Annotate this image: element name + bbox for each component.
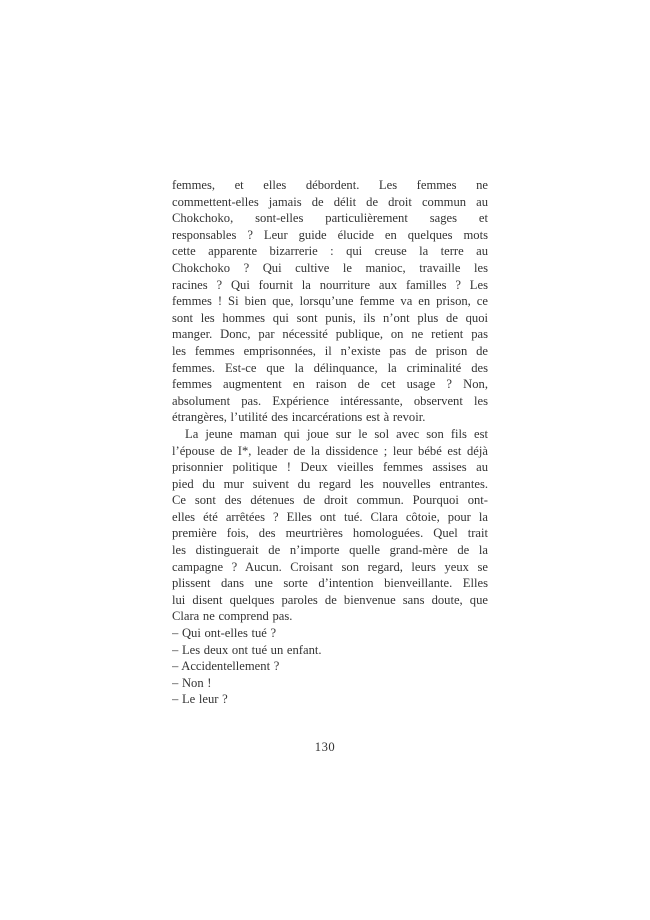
text-line: elles été arrêtées ? Elles ont tué. Clara côtoie, pour la [172, 509, 488, 524]
text-line: première fois, des meurtrières homologuées. Quel trait [172, 526, 488, 541]
dialogue-line: – Les deux ont tué un enfant. [172, 642, 322, 657]
text-line: étrangères, l’utilité des incarcérations est à revoir. [172, 410, 426, 425]
text-block [172, 177, 488, 708]
text-line: prisonnier politique ! Deux vieilles femmes assises au [172, 460, 488, 475]
page-number: 130 [314, 740, 336, 754]
text-line: pied du mur suivent du regard les nouvelles entrantes. [172, 476, 488, 491]
text-line: les distinguerait de n’importe quelle grand-mère de la [172, 543, 488, 558]
text-line: lui disent quelques paroles de bienvenue sans doute, que [172, 592, 488, 607]
text-line: l’épouse de I*, leader de la dissidence ; leur bébé est déjà [172, 443, 488, 458]
dialogue-line: – Le leur ? [172, 692, 228, 707]
text-line: sont les hommes qui sont punis, ils n’ont plus de quoi [172, 310, 488, 325]
text-line: La jeune maman qui joue sur le sol avec son fils est [185, 426, 488, 441]
text-line: Chokchoko ? Qui cultive le manioc, travaille les [172, 260, 488, 275]
text-line: Ce sont des détenues de droit commun. Pourquoi ont- [172, 493, 488, 508]
text-line: femmes, et elles débordent. Les femmes ne [172, 178, 488, 192]
dialogue-line: – Accidentellement ? [172, 659, 280, 674]
text-line: les femmes emprisonnées, il n’existe pas de prison de [172, 343, 488, 358]
text-line: manger. Donc, par nécessité publique, on ne retient pas [172, 327, 488, 342]
dialogue-line: – Qui ont-elles tué ? [172, 626, 277, 641]
text-line: responsables ? Leur guide élucide en quelques mots [172, 227, 488, 242]
text-line: commettent-elles jamais de délit de droit commun au [172, 194, 488, 209]
text-line: femmes augmentent en raison de cet usage ? Non, [172, 377, 488, 392]
text-line: campagne ? Aucun. Croisant son regard, leurs yeux se [172, 559, 488, 574]
dialogue-line: – Non ! [172, 675, 212, 690]
text-line: absolument pas. Expérience intéressante, observent les [172, 393, 488, 408]
text-line: Chokchoko, sont-elles particulièrement sages et [172, 211, 488, 226]
text-line: femmes ! Si bien que, lorsqu’une femme va en prison, ce [172, 294, 488, 309]
text-line: Clara ne comprend pas. [172, 609, 293, 624]
text-line: racines ? Qui fournit la nourriture aux familles ? Les [172, 277, 488, 292]
text-line: cette apparente bizarrerie : qui creuse la terre au [172, 244, 488, 259]
text-line: plissent dans une sorte d’intention bienveillante. Elles [172, 576, 488, 591]
text-line: femmes. Est-ce que la délinquance, la criminalité des [172, 360, 488, 375]
